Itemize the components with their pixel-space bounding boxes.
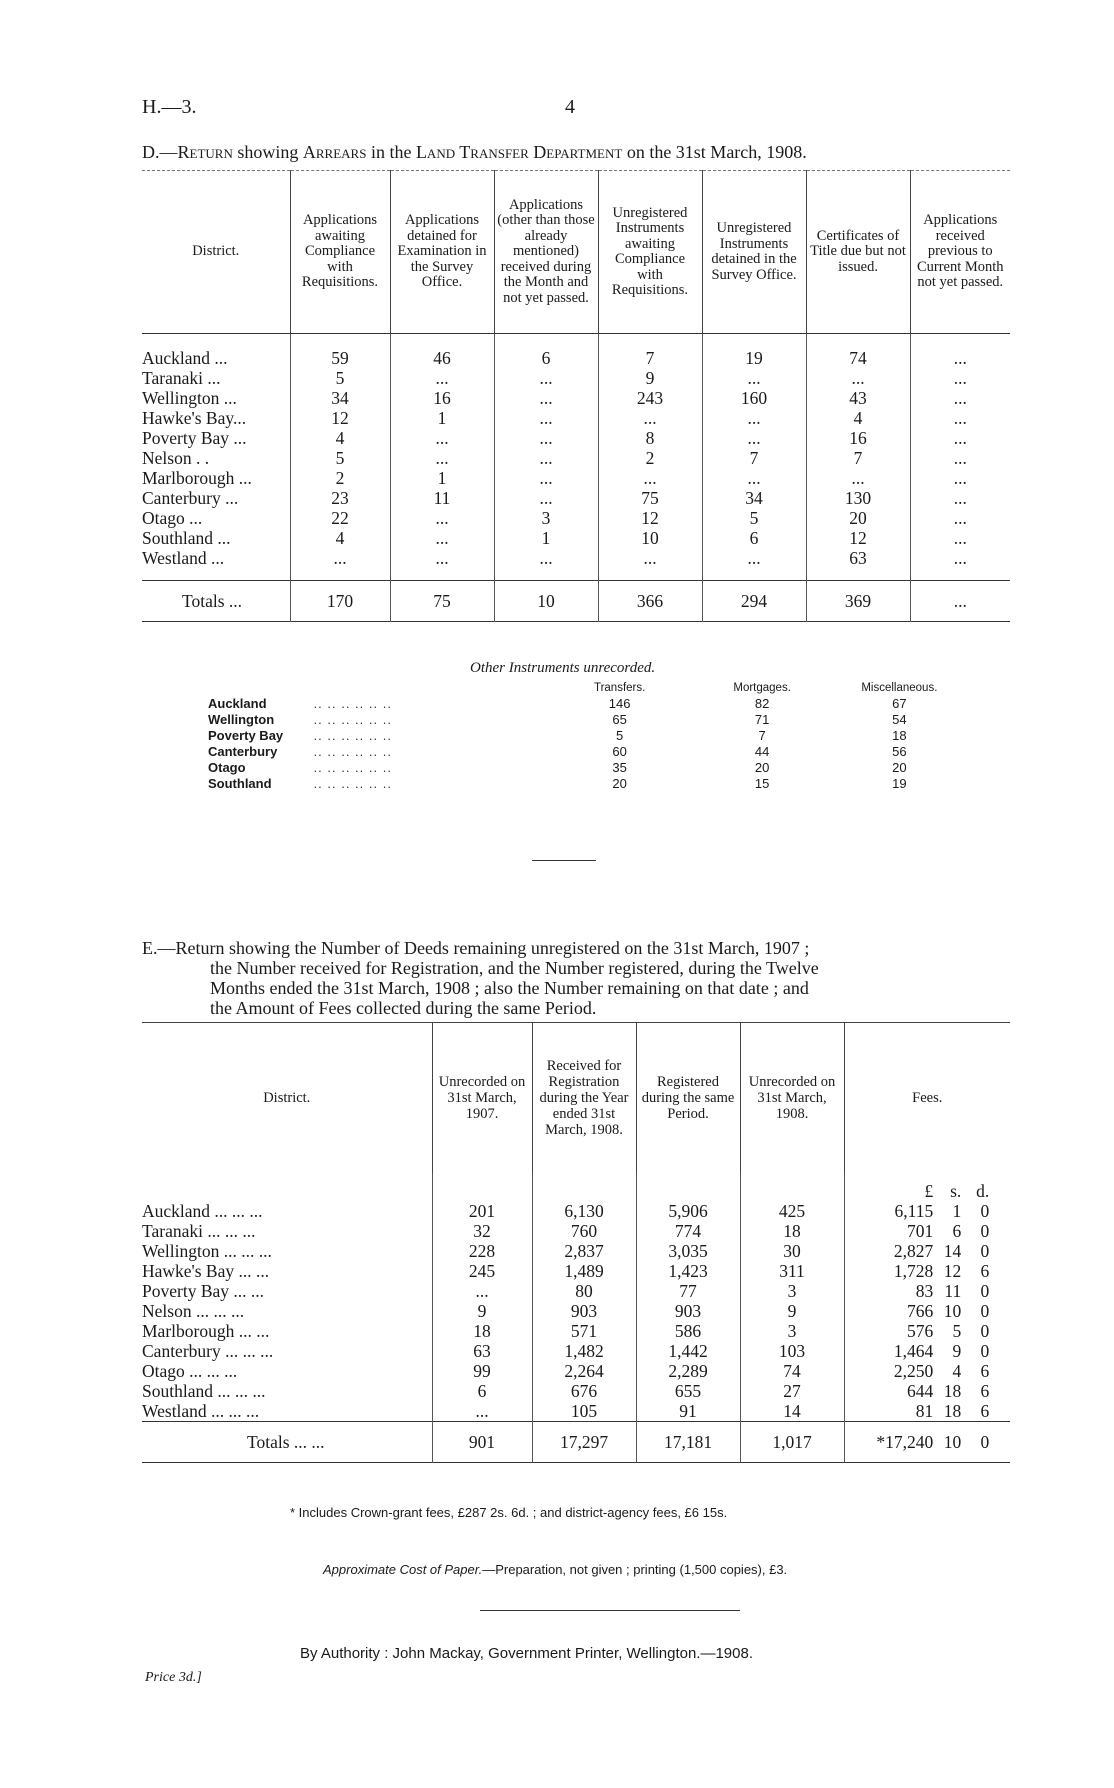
arrears-table: [142, 170, 1010, 622]
table-row: Auckland .. .. .. .. .. .. 146 82 67: [208, 696, 907, 711]
col-header: Applications received previous to Current Month not yet passed.: [910, 171, 1010, 334]
section-divider: [532, 860, 596, 861]
table-e-title: E.—Return showing the Number of Deeds remaining unregistered on the 31st March, 1907 ; the Number received for Registration, and the Number registered, during the Twelve Months ended the 31st March, 1908 ; also the Number remaining on that date ; and the Amount of Fees collected during the same Period.: [142, 938, 819, 1018]
table-row: Auckland ... ... ... 201 6,130 5,906 425 6,115 1 0: [142, 1201, 1010, 1221]
table-row: Poverty Bay ... ... ... 80 77 3 83 11 0: [142, 1281, 1010, 1301]
totals-row: Totals ... 170 75 10 366 294 369 ...: [142, 581, 1010, 622]
table-row: Wellington ... 34 16 ... 243 160 43 ...: [142, 388, 1010, 408]
table-row: Canterbury ... ... ... 63 1,482 1,442 103 1,464 9 0: [142, 1341, 1010, 1361]
col-header: Fees.: [844, 1023, 1010, 1174]
other-instruments-title: Other Instruments unrecorded.: [470, 660, 656, 676]
table-row: Hawke's Bay... 12 1 ... ... ... 4 ...: [142, 408, 1010, 428]
col-header: Transfers.: [593, 682, 646, 694]
table-row: Wellington .. .. .. .. .. .. 65 71 54: [208, 712, 907, 727]
table-row: Canterbury .. .. .. .. .. .. 60 44 56: [208, 744, 907, 759]
col-header: Received for Registration during the Year ended 31st March, 1908.: [532, 1023, 636, 1174]
col-header: Miscellaneous.: [861, 682, 938, 694]
col-header: Registered during the same Period.: [636, 1023, 740, 1174]
table-row: Southland .. .. .. .. .. .. 20 15 19: [208, 776, 907, 791]
table-row: Otago ... ... ... 99 2,264 2,289 74 2,250 4 6: [142, 1361, 1010, 1381]
deeds-table: [142, 1022, 1010, 1463]
col-header: District.: [192, 243, 240, 260]
table-row: Auckland ... 59 46 6 7 19 74 ...: [142, 334, 1010, 369]
col-header: Applications (other than those already mentioned) received during the Month and not yet passed.: [494, 171, 598, 334]
table-row: Nelson ... ... ... 9 903 903 9 766 10 0: [142, 1301, 1010, 1321]
table-row: Westland ... ... ... ... 105 91 14 81 18 6: [142, 1401, 1010, 1422]
table-row: Westland ... ... ... ... ... ... 63 ...: [142, 548, 1010, 581]
document-reference: H.—3.: [142, 96, 197, 118]
other-instruments-table: [208, 680, 968, 792]
price: Price 3d.]: [145, 1670, 202, 1685]
col-header: Certificates of Title due but not issued.: [806, 171, 910, 334]
table-row: Poverty Bay .. .. .. .. .. .. 5 7 18: [208, 728, 907, 743]
table-row: Taranaki ... ... ... 32 760 774 18 701 6 0: [142, 1221, 1010, 1241]
col-header: Unregistered Instruments detained in the Survey Office.: [702, 171, 806, 334]
col-header: Unrecorded on 31st March, 1908.: [740, 1023, 844, 1174]
col-header: Mortgages.: [733, 682, 791, 694]
page-number: 4: [565, 96, 575, 118]
col-header: Applications awaiting Compliance with Requisitions.: [290, 171, 390, 334]
table-row: Otago ... 22 ... 3 12 5 20 ...: [142, 508, 1010, 528]
table-row: Southland ... ... ... 6 676 655 27 644 18 6: [142, 1381, 1010, 1401]
table-row: Nelson . . 5 ... ... 2 7 7 ...: [142, 448, 1010, 468]
table-row: Canterbury ... 23 11 ... 75 34 130 ...: [142, 488, 1010, 508]
col-header: Unrecorded on 31st March, 1907.: [432, 1023, 532, 1174]
printer-authority: By Authority : John Mackay, Government Printer, Wellington.—1908.: [300, 1645, 753, 1662]
col-header: District.: [263, 1090, 311, 1106]
table-row: Hawke's Bay ... ... 245 1,489 1,423 311 1,728 12 6: [142, 1261, 1010, 1281]
table-row: Otago .. .. .. .. .. .. 35 20 20: [208, 760, 907, 775]
table-row: Poverty Bay ... 4 ... ... 8 ... 16 ...: [142, 428, 1010, 448]
col-header: Unregistered Instruments awaiting Compliance with Requisitions.: [598, 171, 702, 334]
table-row: Marlborough ... ... 18 571 586 3 576 5 0: [142, 1321, 1010, 1341]
col-header: Applications detained for Examination in the Survey Office.: [390, 171, 494, 334]
footnote: * Includes Crown-grant fees, £287 2s. 6d. ; and district-agency fees, £6 15s.: [290, 1505, 728, 1520]
table-row: Marlborough ... 2 1 ... ... ... ... ...: [142, 468, 1010, 488]
paper-cost: Approximate Cost of Paper.—Preparation, not given ; printing (1,500 copies), £3.: [323, 1562, 788, 1577]
units-row: £ s. d.: [142, 1173, 1010, 1201]
table-row: Taranaki ... 5 ... ... 9 ... ... ...: [142, 368, 1010, 388]
totals-row: Totals ... ... 901 17,297 17,181 1,017 *17,240 10 0: [142, 1422, 1010, 1463]
table-row: Wellington ... ... ... 228 2,837 3,035 30 2,827 14 0: [142, 1241, 1010, 1261]
footer-divider: [480, 1610, 740, 1611]
table-row: Southland ... 4 ... 1 10 6 12 ...: [142, 528, 1010, 548]
table-d-title: D.—Return showing Arrears in the Land Transfer Department on the 31st March, 1908.: [142, 142, 807, 162]
